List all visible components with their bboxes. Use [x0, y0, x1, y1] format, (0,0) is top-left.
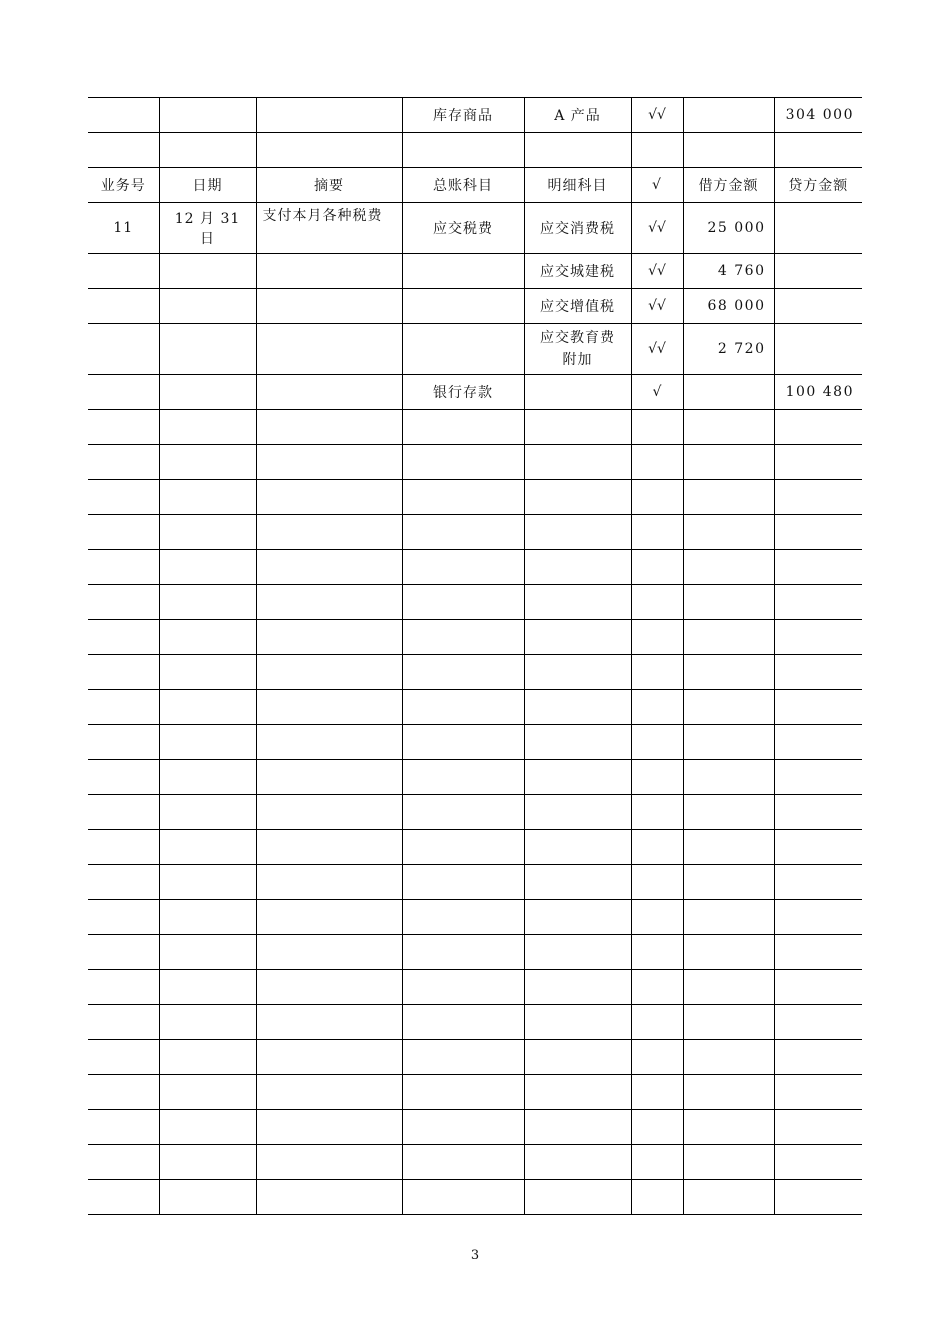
- cell-debit: 2 720: [683, 324, 774, 375]
- cell-date: [159, 375, 256, 410]
- table-header-row: [88, 168, 862, 203]
- cell-detail-account: [524, 865, 631, 900]
- cell-summary: [256, 1040, 402, 1075]
- cell-general-account: [402, 1075, 524, 1110]
- cell-entry-no: [88, 830, 159, 865]
- cell-general-account: [402, 515, 524, 550]
- cell-summary: [256, 254, 402, 289]
- cell-check: [631, 515, 683, 550]
- blank-row: [88, 480, 862, 515]
- cell-debit: [683, 585, 774, 620]
- cell-general-account: [402, 550, 524, 585]
- cell-detail-account: [524, 480, 631, 515]
- cell-entry-no: [88, 480, 159, 515]
- cell-general-account: [402, 830, 524, 865]
- cell-credit: [774, 445, 862, 480]
- cell-credit: [774, 935, 862, 970]
- cell-general-account: [402, 690, 524, 725]
- cell-debit: [683, 515, 774, 550]
- cell-date: [159, 515, 256, 550]
- blank-row: [88, 795, 862, 830]
- cell-debit: 4 760: [683, 254, 774, 289]
- cell-detail-account: [524, 1040, 631, 1075]
- cell-debit: [683, 1145, 774, 1180]
- cell-credit: [774, 550, 862, 585]
- cell-date: [159, 445, 256, 480]
- cell-entry-no: [88, 550, 159, 585]
- cell-credit: [774, 1075, 862, 1110]
- cell-summary: [256, 375, 402, 410]
- cell-general-account: [402, 900, 524, 935]
- cell-date: [159, 655, 256, 690]
- cell-debit: [683, 410, 774, 445]
- cell-credit: [774, 585, 862, 620]
- cell-detail-account: [524, 970, 631, 1005]
- header-summary: 摘要: [256, 168, 402, 203]
- cell-credit: [774, 324, 862, 375]
- cell-debit: [683, 725, 774, 760]
- cell-date: [159, 970, 256, 1005]
- cell-summary: [256, 410, 402, 445]
- cell-summary: [256, 725, 402, 760]
- cell-entry-no: [88, 620, 159, 655]
- blank-row: [88, 690, 862, 725]
- cell-detail-account: 应交消费税: [524, 203, 631, 254]
- cell-entry-no: [88, 445, 159, 480]
- cell-debit: [683, 690, 774, 725]
- cell-credit: [774, 655, 862, 690]
- cell-summary: [256, 1075, 402, 1110]
- blank-row: [88, 1005, 862, 1040]
- blank-row: [88, 760, 862, 795]
- header-entry-no: 业务号: [88, 168, 159, 203]
- cell-credit: [774, 1110, 862, 1145]
- cell-credit: [774, 1005, 862, 1040]
- cell-check: [631, 1040, 683, 1075]
- cell-credit: [774, 1180, 862, 1215]
- cell-entry-no: [88, 254, 159, 289]
- cell-detail-account: [524, 1145, 631, 1180]
- cell-check: [631, 900, 683, 935]
- cell-general-account: 应交税费: [402, 203, 524, 254]
- cell-summary: [256, 620, 402, 655]
- cell-entry-no: [88, 324, 159, 375]
- cell-entry-no: [88, 515, 159, 550]
- cell-entry-no: [88, 935, 159, 970]
- cell-debit: [683, 1040, 774, 1075]
- cell-date: [159, 900, 256, 935]
- blank-row: [88, 1145, 862, 1180]
- header-debit: 借方金额: [683, 168, 774, 203]
- cell-check: √√: [631, 98, 683, 133]
- cell-summary: [256, 480, 402, 515]
- cell-date: [159, 133, 256, 168]
- cell-check: [631, 830, 683, 865]
- cell-date: [159, 1110, 256, 1145]
- table-row: [88, 133, 862, 168]
- cell-detail-account: [524, 620, 631, 655]
- cell-general-account: [402, 1040, 524, 1075]
- cell-detail-account: [524, 690, 631, 725]
- header-credit: 贷方金额: [774, 168, 862, 203]
- cell-detail-account: [524, 830, 631, 865]
- blank-row: [88, 620, 862, 655]
- cell-debit: 68 000: [683, 289, 774, 324]
- cell-general-account: [402, 445, 524, 480]
- cell-check: [631, 620, 683, 655]
- cell-general-account: [402, 935, 524, 970]
- cell-general-account: [402, 1005, 524, 1040]
- cell-check: [631, 480, 683, 515]
- cell-credit: [774, 1145, 862, 1180]
- cell-date: [159, 1005, 256, 1040]
- cell-general-account: [402, 1110, 524, 1145]
- cell-summary: [256, 760, 402, 795]
- blank-row: [88, 1180, 862, 1215]
- cell-summary: [256, 970, 402, 1005]
- cell-summary: [256, 1145, 402, 1180]
- cell-check: [631, 655, 683, 690]
- cell-general-account: [402, 655, 524, 690]
- cell-check: [631, 1145, 683, 1180]
- cell-credit: [774, 865, 862, 900]
- cell-general-account: [402, 620, 524, 655]
- cell-credit: [774, 203, 862, 254]
- cell-entry-no: [88, 289, 159, 324]
- cell-date: [159, 324, 256, 375]
- cell-summary: [256, 900, 402, 935]
- blank-row: [88, 830, 862, 865]
- cell-date: [159, 725, 256, 760]
- cell-date: [159, 1040, 256, 1075]
- cell-summary: [256, 795, 402, 830]
- cell-debit: [683, 970, 774, 1005]
- cell-entry-no: [88, 375, 159, 410]
- blank-row: [88, 1040, 862, 1075]
- cell-credit: [774, 795, 862, 830]
- cell-general-account: [402, 585, 524, 620]
- cell-entry-no: [88, 1145, 159, 1180]
- blank-row: [88, 585, 862, 620]
- blank-row: [88, 935, 862, 970]
- cell-credit: [774, 133, 862, 168]
- cell-check: [631, 1075, 683, 1110]
- cell-entry-no: [88, 690, 159, 725]
- cell-entry-no: [88, 1005, 159, 1040]
- cell-detail-account: [524, 1180, 631, 1215]
- cell-debit: [683, 375, 774, 410]
- table-row: [88, 203, 862, 254]
- cell-debit: [683, 935, 774, 970]
- cell-date: [159, 830, 256, 865]
- ledger-body: [88, 98, 862, 1215]
- cell-detail-account: [524, 935, 631, 970]
- cell-detail-account: [524, 515, 631, 550]
- cell-summary: [256, 445, 402, 480]
- cell-detail-account: [524, 445, 631, 480]
- header-check: √: [631, 168, 683, 203]
- cell-detail-account: [524, 900, 631, 935]
- cell-general-account: [402, 254, 524, 289]
- cell-check: √√: [631, 324, 683, 375]
- cell-general-account: [402, 1180, 524, 1215]
- cell-general-account: [402, 480, 524, 515]
- table-row: [88, 375, 862, 410]
- cell-credit: [774, 830, 862, 865]
- cell-debit: [683, 98, 774, 133]
- cell-date: [159, 865, 256, 900]
- blank-row: [88, 445, 862, 480]
- cell-summary: [256, 1005, 402, 1040]
- cell-date: [159, 1145, 256, 1180]
- cell-summary: [256, 865, 402, 900]
- table-row: [88, 254, 862, 289]
- cell-credit: [774, 289, 862, 324]
- header-detail-account: 明细科目: [524, 168, 631, 203]
- cell-detail-account: A 产品: [524, 98, 631, 133]
- cell-debit: [683, 830, 774, 865]
- table-row: [88, 98, 862, 133]
- blank-row: [88, 725, 862, 760]
- cell-check: √√: [631, 203, 683, 254]
- cell-date: [159, 1180, 256, 1215]
- cell-date: 12 月 31 日: [159, 203, 256, 254]
- cell-date: [159, 585, 256, 620]
- cell-credit: [774, 515, 862, 550]
- cell-entry-no: [88, 795, 159, 830]
- cell-entry-no: [88, 760, 159, 795]
- cell-entry-no: [88, 1075, 159, 1110]
- cell-check: √√: [631, 254, 683, 289]
- cell-detail-account: [524, 725, 631, 760]
- cell-entry-no: [88, 865, 159, 900]
- cell-date: [159, 690, 256, 725]
- cell-date: [159, 480, 256, 515]
- cell-date: [159, 410, 256, 445]
- cell-entry-no: [88, 1040, 159, 1075]
- header-date: 日期: [159, 168, 256, 203]
- cell-check: √: [631, 375, 683, 410]
- cell-detail-account: [524, 375, 631, 410]
- cell-check: [631, 865, 683, 900]
- cell-summary: [256, 515, 402, 550]
- cell-debit: [683, 550, 774, 585]
- cell-entry-no: [88, 133, 159, 168]
- cell-credit: 304 000: [774, 98, 862, 133]
- cell-debit: [683, 1110, 774, 1145]
- cell-debit: [683, 1180, 774, 1215]
- cell-date: [159, 98, 256, 133]
- cell-summary: [256, 690, 402, 725]
- cell-check: [631, 133, 683, 168]
- cell-check: [631, 1005, 683, 1040]
- cell-check: [631, 795, 683, 830]
- cell-credit: [774, 254, 862, 289]
- cell-summary: [256, 289, 402, 324]
- cell-credit: [774, 690, 862, 725]
- cell-general-account: [402, 795, 524, 830]
- cell-detail-account: 应交城建税: [524, 254, 631, 289]
- cell-credit: [774, 410, 862, 445]
- cell-summary: 支付本月各种税费: [256, 203, 402, 254]
- cell-check: √√: [631, 289, 683, 324]
- cell-entry-no: [88, 655, 159, 690]
- cell-check: [631, 585, 683, 620]
- header-general-account: 总账科目: [402, 168, 524, 203]
- cell-debit: [683, 655, 774, 690]
- cell-check: [631, 1110, 683, 1145]
- blank-row: [88, 970, 862, 1005]
- cell-general-account: [402, 410, 524, 445]
- cell-debit: [683, 133, 774, 168]
- cell-detail-account: [524, 410, 631, 445]
- cell-summary: [256, 655, 402, 690]
- cell-credit: [774, 1040, 862, 1075]
- cell-debit: [683, 760, 774, 795]
- cell-debit: [683, 445, 774, 480]
- cell-debit: 25 000: [683, 203, 774, 254]
- cell-general-account: [402, 324, 524, 375]
- cell-detail-account: 应交教育费附加: [524, 324, 631, 375]
- cell-check: [631, 550, 683, 585]
- cell-summary: [256, 1110, 402, 1145]
- cell-debit: [683, 865, 774, 900]
- cell-debit: [683, 620, 774, 655]
- cell-detail-account: [524, 760, 631, 795]
- cell-summary: [256, 550, 402, 585]
- blank-row: [88, 1075, 862, 1110]
- cell-credit: [774, 480, 862, 515]
- blank-row: [88, 550, 862, 585]
- cell-general-account: [402, 289, 524, 324]
- cell-check: [631, 935, 683, 970]
- cell-debit: [683, 795, 774, 830]
- cell-general-account: 银行存款: [402, 375, 524, 410]
- cell-entry-no: [88, 1110, 159, 1145]
- cell-debit: [683, 480, 774, 515]
- cell-date: [159, 289, 256, 324]
- cell-summary: [256, 133, 402, 168]
- cell-summary: [256, 830, 402, 865]
- table-row: [88, 324, 862, 375]
- cell-detail-account: [524, 655, 631, 690]
- blank-row: [88, 900, 862, 935]
- cell-debit: [683, 900, 774, 935]
- cell-date: [159, 620, 256, 655]
- cell-date: [159, 254, 256, 289]
- cell-entry-no: [88, 98, 159, 133]
- cell-check: [631, 760, 683, 795]
- cell-check: [631, 1180, 683, 1215]
- cell-detail-account: [524, 1005, 631, 1040]
- cell-check: [631, 970, 683, 1005]
- cell-date: [159, 935, 256, 970]
- cell-entry-no: [88, 1180, 159, 1215]
- cell-summary: [256, 1180, 402, 1215]
- cell-credit: [774, 725, 862, 760]
- cell-check: [631, 725, 683, 760]
- cell-general-account: [402, 970, 524, 1005]
- cell-entry-no: [88, 585, 159, 620]
- cell-debit: [683, 1075, 774, 1110]
- cell-entry-no: [88, 900, 159, 935]
- cell-detail-account: [524, 133, 631, 168]
- blank-row: [88, 1110, 862, 1145]
- cell-summary: [256, 935, 402, 970]
- cell-general-account: [402, 1145, 524, 1180]
- cell-check: [631, 690, 683, 725]
- blank-row: [88, 410, 862, 445]
- cell-check: [631, 445, 683, 480]
- cell-detail-account: 应交增值税: [524, 289, 631, 324]
- cell-summary: [256, 585, 402, 620]
- cell-entry-no: 11: [88, 203, 159, 254]
- cell-credit: [774, 760, 862, 795]
- cell-debit: [683, 1005, 774, 1040]
- cell-credit: 100 480: [774, 375, 862, 410]
- cell-general-account: 库存商品: [402, 98, 524, 133]
- cell-detail-account: [524, 795, 631, 830]
- cell-summary: [256, 324, 402, 375]
- cell-date: [159, 550, 256, 585]
- blank-row: [88, 515, 862, 550]
- cell-general-account: [402, 865, 524, 900]
- cell-date: [159, 1075, 256, 1110]
- blank-row: [88, 865, 862, 900]
- blank-row: [88, 655, 862, 690]
- cell-credit: [774, 900, 862, 935]
- cell-entry-no: [88, 725, 159, 760]
- cell-date: [159, 795, 256, 830]
- cell-date: [159, 760, 256, 795]
- cell-detail-account: [524, 1075, 631, 1110]
- cell-detail-account: [524, 550, 631, 585]
- cell-entry-no: [88, 970, 159, 1005]
- cell-general-account: [402, 133, 524, 168]
- cell-general-account: [402, 760, 524, 795]
- ledger-table: [88, 97, 862, 1215]
- cell-general-account: [402, 725, 524, 760]
- page-number: 3: [470, 1248, 480, 1263]
- cell-credit: [774, 970, 862, 1005]
- cell-entry-no: [88, 410, 159, 445]
- cell-detail-account: [524, 585, 631, 620]
- cell-detail-account: [524, 1110, 631, 1145]
- cell-credit: [774, 620, 862, 655]
- table-row: [88, 289, 862, 324]
- cell-summary: [256, 98, 402, 133]
- cell-check: [631, 410, 683, 445]
